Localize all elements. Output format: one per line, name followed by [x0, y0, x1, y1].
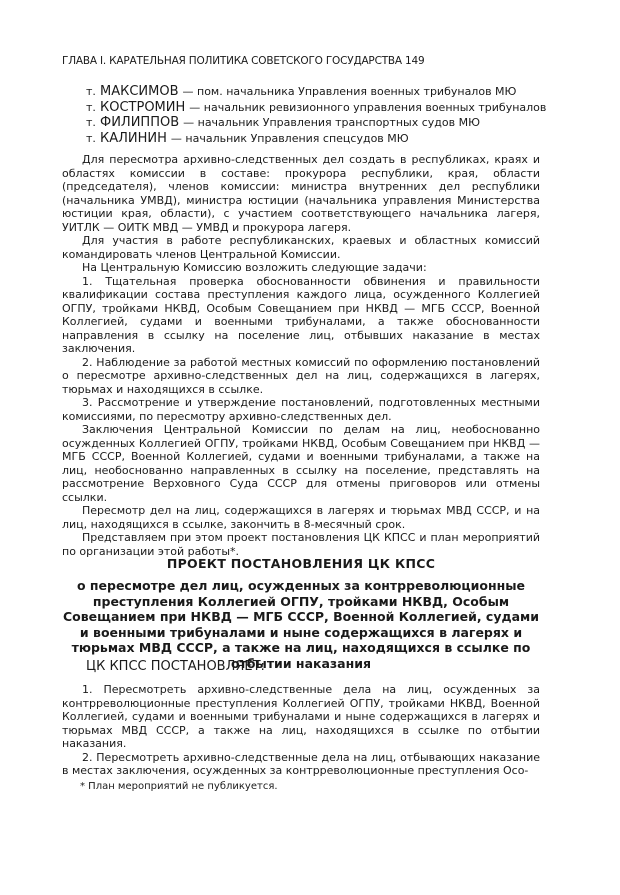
member-item — [86, 115, 556, 131]
member-position: — пом. начальника Управления военных трибуналов МЮ — [182, 85, 517, 98]
running-header: ГЛАВА I. КАРАТЕЛЬНАЯ ПОЛИТИКА СОВЕТСКОГО ГОСУДАРСТВА 149 — [62, 55, 425, 67]
task-item: 3. Рассмотрение и утверждение постановлений, подготовленных местными комиссиями, по пересмотру архивно-следственных дел. — [62, 396, 540, 423]
body-paragraph: Для пересмотра архивно-следственных дел создать в республиках, краях и областях комиссии в составе: прокурора республики, края, области (председателя), членов комиссии: министра внутренних дел республики (начальника УМВД), министра юстиции (начальника управления Министерства юстиции края, области), с участием соответствующего начальника лагеря, УИТЛК — ОИТК МВД — УМВД и прокурора лагеря. — [62, 153, 540, 234]
member-name: ФИЛИППОВ — [100, 115, 180, 130]
member-marker: т. — [86, 116, 96, 129]
member-name: КАЛИНИН — [100, 130, 167, 146]
member-marker: т. — [86, 100, 96, 114]
member-position: — начальник ревизионного управления военных трибуналов — [189, 100, 547, 114]
member-item — [86, 131, 556, 147]
body-paragraph: Пересмотр дел на лиц, содержащихся в лагерях и тюрьмах МВД СССР, и на лиц, находящихся в ссылке, закончить в 8-месячный срок. — [62, 504, 540, 531]
member-marker: т. — [86, 131, 96, 145]
decree-subtitle: о пересмотре дел лиц, осужденных за контрреволюционные преступления Коллегией ОГПУ, тройками НКВД, Особым Совещанием при НКВД — МГБ СССР, Военной Коллегией, судами и военными трибуналами и ныне содержащихся в лагерях и тюрьмах МВД СССР, а также на лиц, находящихся в ссылке по отбытии наказания — [63, 578, 539, 671]
decree-body — [62, 683, 540, 778]
member-name: МАКСИМОВ — [100, 84, 179, 99]
letter-body — [62, 153, 540, 558]
body-paragraph: Заключения Центральной Комиссии по делам на лиц, необоснованно осужденных Коллегией ОГПУ, тройками НКВД, Особым Совещанием при НКВД — МГБ СССР, Военной Коллегией, судами и военными трибуналами, а также на лиц, необоснованно направленных в ссылку на поселение, представлять на рассмотрение Верховного Суда СССР для отмены приговоров или отмены ссылки. — [62, 423, 540, 504]
member-item — [86, 100, 556, 116]
body-paragraph: На Центральную Комиссию возложить следующие задачи: — [82, 261, 427, 274]
body-paragraph: Для участия в работе республиканских, краевых и областных комиссий командировать членов Центральной Комиссии. — [62, 234, 540, 261]
member-item — [86, 84, 556, 100]
member-marker: т. — [86, 85, 96, 98]
body-paragraph: Представляем при этом проект постановления ЦК КПСС и план мероприятий по организации этой работы*. — [62, 531, 540, 558]
member-name: КОСТРОМИН — [100, 99, 186, 115]
task-item: 1. Тщательная проверка обоснованности обвинения и правильности квалификации состава преступления каждого лица, осужденного Коллегией ОГПУ, тройками НКВД, Особым Совещанием при НКВД — МГБ СССР, Военной Коллегией, судами и военными трибуналами, а также обоснованности направления в ссылку на поселение лиц, отбывших наказание в местах заключения. — [62, 274, 540, 355]
decree-resolves-heading: ЦК КПСС ПОСТАНОВЛЯЕТ: — [86, 659, 265, 674]
decree-item: 1. Пересмотреть архивно-следственные дела на лиц, осужденных за контрреволюционные преступления Коллегией ОГПУ, тройками НКВД, Военной Коллегией, судами и военными трибуналами и ныне содержащихся в лагерях и тюрьмах МВД СССР, а также на лиц, находящихся в ссылке по отбытии наказания. — [62, 683, 540, 750]
task-item: 2. Наблюдение за работой местных комиссий по оформлению постановлений о пересмотре архивно-следственных дел на лиц, содержащихся в лагерях, тюрьмах и находящихся в ссылке. — [62, 355, 540, 396]
footnote: * План мероприятий не публикуется. — [80, 781, 278, 792]
commission-member-list — [86, 84, 556, 146]
decree-title: ПРОЕКТ ПОСТАНОВЛЕНИЯ ЦК КПСС — [166, 556, 436, 571]
member-position: — начальник Управления транспортных судов МЮ — [183, 116, 480, 129]
member-position: — начальник Управления спецсудов МЮ — [170, 131, 409, 145]
decree-item: 2. Пересмотреть архивно-следственные дела на лиц, отбывающих наказание в местах заключения, осужденных за контрреволюционные преступления Осо- — [62, 750, 540, 777]
